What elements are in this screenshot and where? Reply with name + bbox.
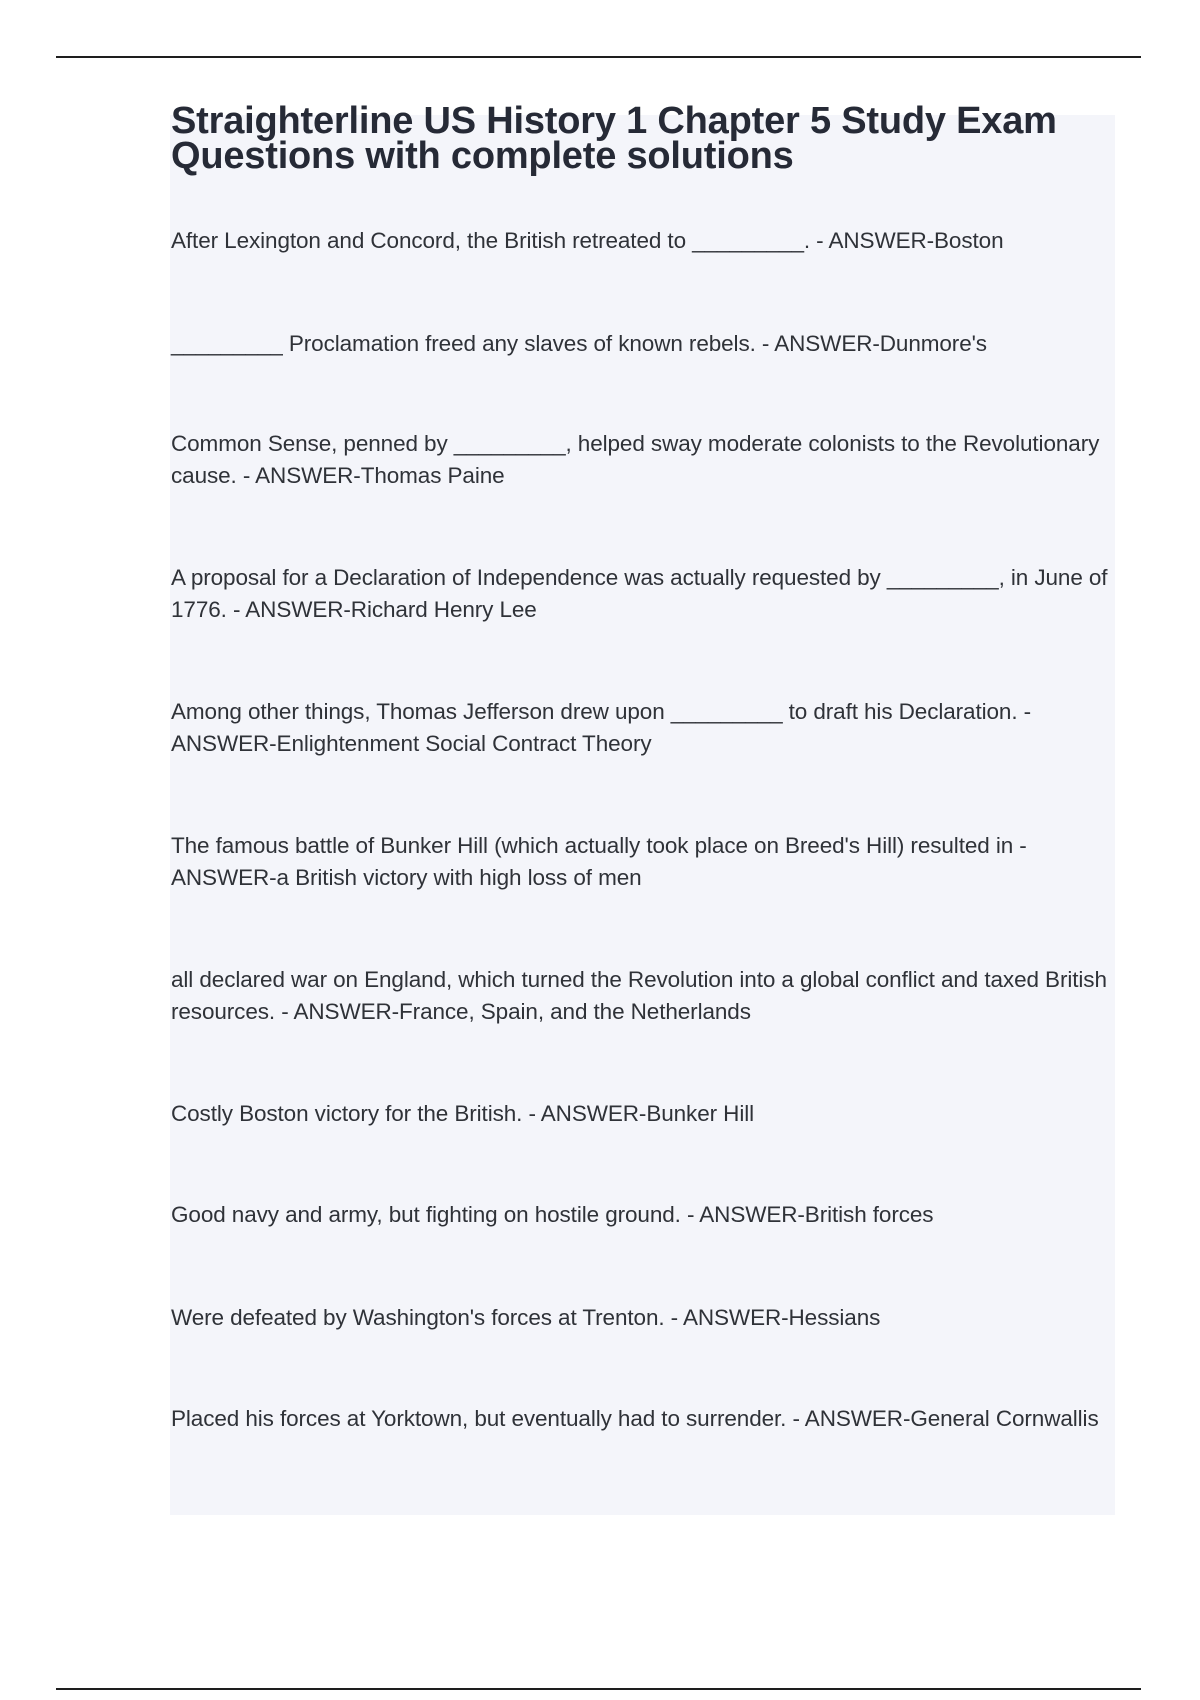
document-title: Straighterline US History 1 Chapter 5 Study Exam Questions with complete solutions (171, 100, 1057, 177)
qa-item-5: Among other things, Thomas Jefferson drew upon _________ to draft his Declaration. - ANSWER-Enlightenment Social Contract Theory (171, 699, 1032, 756)
qa-item-1: After Lexington and Concord, the British retreated to _________. - ANSWER-Boston (171, 228, 1004, 253)
qa-item-4: A proposal for a Declaration of Independence was actually requested by _________, in June of 1776. - ANSWER-Richard Henry Lee (171, 565, 1108, 622)
qa-item-2: _________ Proclamation freed any slaves of known rebels. - ANSWER-Dunmore's (171, 331, 987, 356)
qa-item-8: Costly Boston victory for the British. - ANSWER-Bunker Hill (171, 1101, 755, 1126)
qa-item-7: all declared war on England, which turned the Revolution into a global conflict and taxed British resources. - ANSWER-France, Spain, and the Netherlands (171, 967, 1107, 1024)
bottom-rule (56, 1688, 1141, 1690)
qa-item-10: Were defeated by Washington's forces at Trenton. - ANSWER-Hessians (171, 1305, 881, 1330)
qa-item-3: Common Sense, penned by _________, helped sway moderate colonists to the Revolutionary cause. - ANSWER-Thomas Paine (171, 431, 1100, 488)
qa-item-6: The famous battle of Bunker Hill (which actually took place on Breed's Hill) resulted in - ANSWER-a British victory with high loss of men (171, 833, 1027, 890)
top-rule (56, 56, 1141, 58)
qa-item-9: Good navy and army, but fighting on hostile ground. - ANSWER-British forces (171, 1202, 934, 1227)
qa-item-11: Placed his forces at Yorktown, but eventually had to surrender. - ANSWER-General Cornwallis (171, 1406, 1099, 1431)
